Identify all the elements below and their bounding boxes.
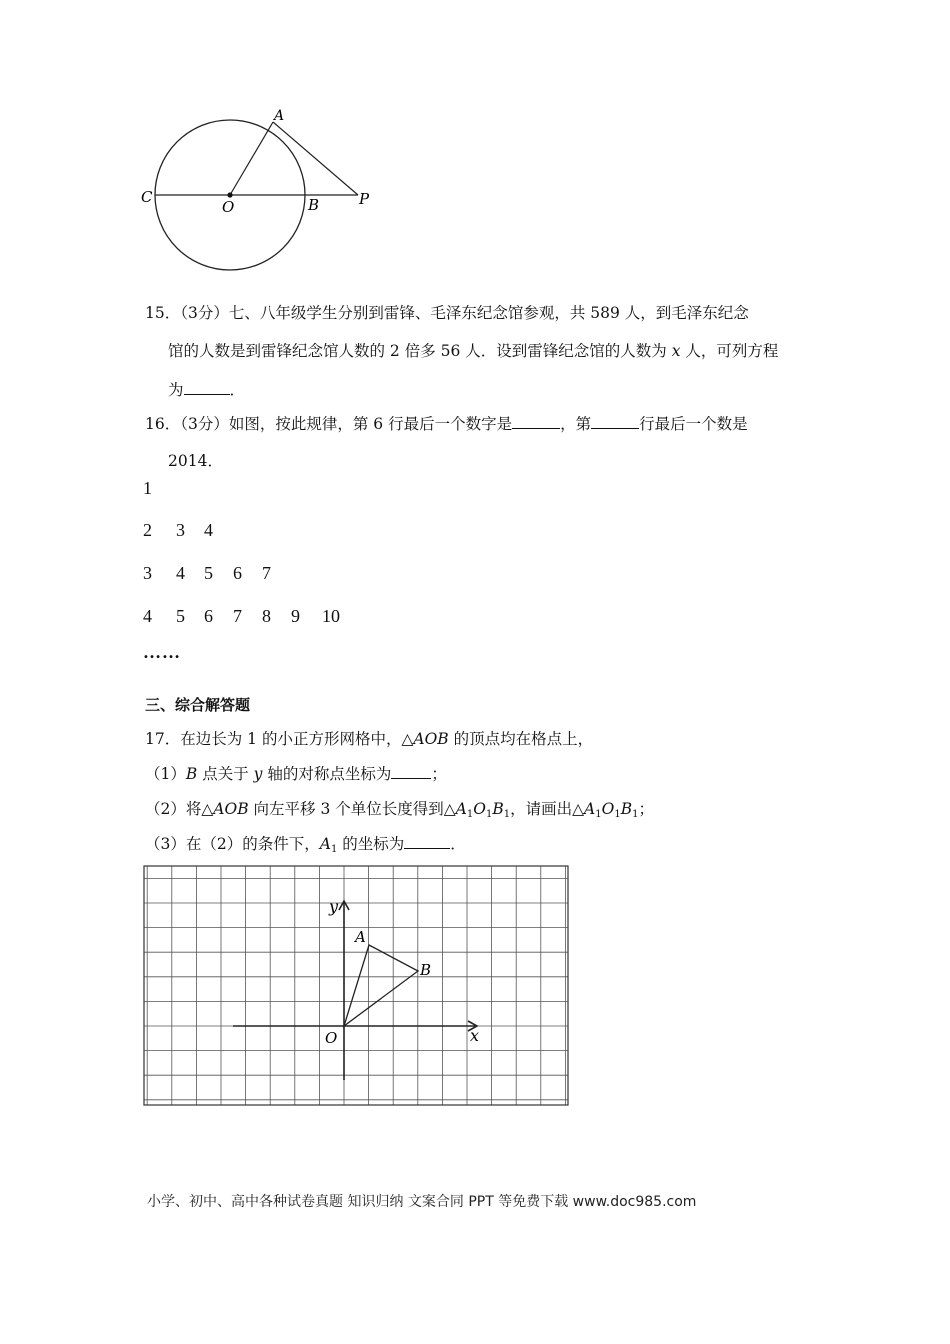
number-cell: 3: [176, 520, 185, 540]
q16-row-2: [143, 520, 213, 541]
q17-p1-end: ；: [431, 765, 447, 783]
grid-label-O: O: [325, 1029, 338, 1047]
q17-part3: [145, 834, 466, 860]
grid-label-y: y: [329, 897, 339, 916]
q17-p1-a: （1）: [145, 765, 186, 783]
number-cell: 7: [262, 563, 271, 583]
q16-text-1c: 行最后一个数是: [639, 415, 748, 433]
q15-score: （3分）: [180, 304, 229, 322]
q16-row-3: [143, 563, 271, 584]
number-cell: 8: [262, 606, 271, 626]
subscript-1: 1: [330, 844, 338, 855]
q17-p2-a: （2）将△: [145, 800, 214, 818]
var-a: A: [455, 800, 467, 818]
q17-part2: [145, 799, 654, 825]
number-cell: 5: [204, 563, 213, 583]
q15-var-x: x: [671, 342, 681, 360]
tangent-ap: [273, 122, 358, 195]
number-cell: 4: [143, 606, 152, 626]
label-A: A: [274, 108, 285, 124]
q17-intro-b: 的顶点均在格点上，: [448, 730, 594, 748]
q17-p1-c: 轴的对称点坐标为: [262, 765, 392, 783]
center-dot: [227, 192, 232, 197]
q16-answer-blank-1[interactable]: [512, 414, 560, 429]
q16-ellipsis: ……: [143, 642, 181, 662]
subscript-1: 1: [466, 809, 474, 820]
q16-score: （3分）: [180, 415, 229, 433]
triangle-aob: [344, 945, 418, 1026]
q16-number: 16．: [145, 415, 181, 433]
number-cell: 7: [233, 606, 242, 626]
q15-text-1: 七、八年级学生分别到雷锋、毛泽东纪念馆参观，共 589 人，到毛泽东纪念: [228, 304, 749, 322]
q17-p1-var-y: y: [253, 765, 263, 783]
q17-p1-var-b: B: [185, 765, 198, 783]
q16-text-1b: ，第: [560, 415, 592, 433]
q16-row-4: [143, 606, 340, 627]
q17-number: 17．: [145, 730, 181, 748]
q17-answer-blank-1[interactable]: [391, 764, 431, 779]
var-a: A: [584, 800, 596, 818]
var-b: B: [620, 800, 633, 818]
label-B: B: [308, 196, 320, 214]
q17-p2-end: ；: [638, 800, 654, 818]
number-cell: 6: [233, 563, 242, 583]
q17-p3-b: 的坐标为: [337, 835, 405, 853]
subscript-1: 1: [614, 809, 621, 820]
q17-part1: [145, 764, 447, 784]
q16-line2: 2014．: [168, 452, 223, 470]
number-cell: 4: [176, 563, 185, 583]
number-cell: 1: [143, 478, 152, 498]
var-o: O: [601, 800, 615, 818]
subscript-1: 1: [595, 809, 602, 820]
number-cell: 4: [204, 520, 213, 540]
number-cell: 6: [204, 606, 213, 626]
q15-line1: [145, 303, 749, 323]
page-footer: 小学、初中、高中各种试卷真题 知识归纳 文案合同 PPT 等免费下载 www.doc985.com: [147, 1194, 697, 1210]
q17-var-aob: AOB: [413, 730, 449, 748]
q17-answer-blank-2[interactable]: [404, 834, 450, 849]
number-cell: 9: [291, 606, 300, 626]
radius-oa: [230, 122, 273, 195]
q16-answer-blank-2[interactable]: [591, 414, 639, 429]
q17-p2-var-aob: AOB: [213, 800, 249, 818]
number-cell: 10: [322, 606, 340, 626]
section-heading: 三、综合解答题: [145, 696, 251, 714]
var-o: O: [473, 800, 486, 818]
q15-text-2a: 馆的人数是到雷锋纪念馆人数的 2 倍多 56 人．设到雷锋纪念馆的人数为: [168, 342, 672, 360]
label-C: C: [141, 188, 153, 206]
q17-p1-b: 点关于: [197, 765, 254, 783]
coordinate-grid-figure[interactable]: [143, 865, 571, 1108]
q16-text-1a: 如图，按此规律，第 6 行最后一个数字是: [228, 415, 513, 433]
subscript-1: 1: [632, 809, 639, 820]
grid-label-x: x: [470, 1026, 480, 1045]
q15-number: 15．: [145, 304, 181, 322]
q17-p2-b: 向左平移 3 个单位长度得到△: [248, 800, 456, 818]
q17-intro-a: 在边长为 1 的小正方形网格中，△: [180, 730, 414, 748]
number-cell: 2: [143, 520, 152, 540]
q17-p3-end: ．: [450, 835, 466, 853]
q15-text-3a: 为: [168, 381, 184, 399]
grid-label-A: A: [355, 928, 366, 946]
q15-answer-blank[interactable]: [184, 380, 230, 395]
var-a: A: [319, 835, 331, 853]
circle-tangent-figure: [130, 100, 390, 280]
label-P: P: [359, 190, 370, 208]
label-O: O: [222, 198, 235, 216]
q17-p2-c: ，请画出△: [510, 800, 585, 818]
q16-row-1: [143, 478, 152, 499]
q15-line2: [168, 341, 778, 361]
q15-text-3b: ．: [229, 381, 246, 399]
number-cell: 3: [143, 563, 152, 583]
q15-text-2b: 人，可列方程: [680, 342, 779, 360]
q17-intro: [145, 729, 593, 749]
var-b: B: [492, 800, 504, 818]
q16-line1: [145, 414, 748, 434]
subscript-1: 1: [485, 809, 493, 820]
grid-label-B: B: [420, 961, 432, 979]
number-cell: 5: [176, 606, 185, 626]
q17-p3-a: （3）在（2）的条件下，: [145, 835, 320, 853]
subscript-1: 1: [503, 809, 511, 820]
q15-line3: [168, 380, 245, 400]
